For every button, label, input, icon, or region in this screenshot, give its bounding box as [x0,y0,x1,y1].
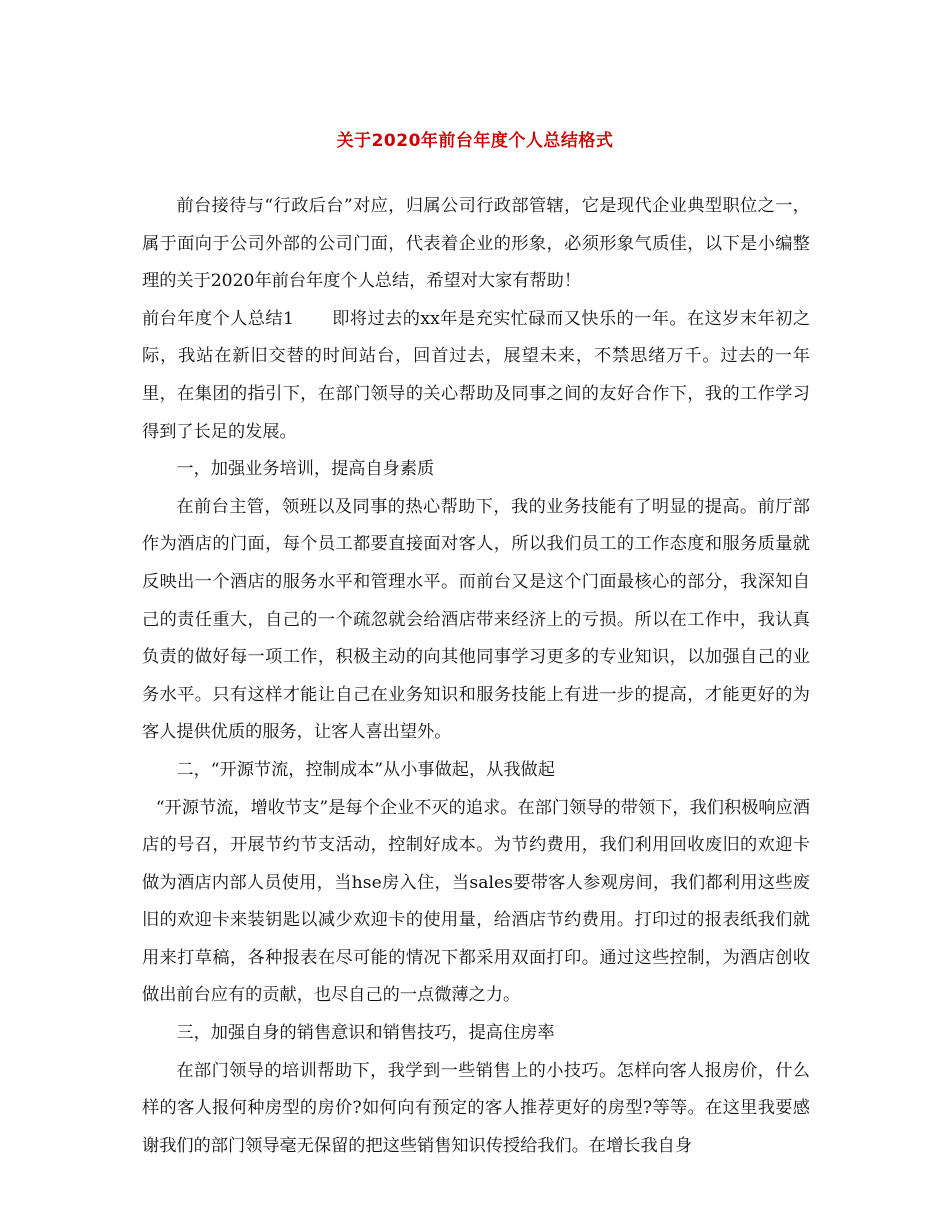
section-paragraph-3: 在部门领导的培训帮助下，我学到一些销售上的小技巧。怎样向客人报房价，什么样的客人报何种房型的房价?如何向有预定的客人推荐更好的房型?等等。在这里我要感谢我们的部门领导毫无保留的把这些销售知识传授给我们。在增长我自身 [142,1060,810,1156]
section-heading-2: 二，“开源节流，控制成本”从小事做起，从我做起 [176,759,555,780]
entry-label: 前台年度个人总结1 [142,308,294,329]
document-body [142,188,810,1165]
section-paragraph-2: “开源节流，增收节支”是每个企业不灭的追求。在部门领导的带领下，我们积极响应酒店的号召，开展节约节支活动，控制好成本。为节约费用，我们利用回收废旧的欢迎卡做为酒店内部人员使用，当hse房入住，当sales要带客人参观房间，我们都利用这些废旧的欢迎卡来装钥匙以减少欢迎卡的使用量，给酒店节约费用。打印过的报表纸我们就用来打草稿，各种报表在尽可能的情况下都采用双面打印。通过这些控制，为酒店创收做出前台应有的贡献，也尽自己的一点微薄之力。 [142,797,810,1006]
section-heading-3: 三，加强自身的销售意识和销售技巧，提高住房率 [176,1023,555,1044]
entry-text: 即将过去的xx年是充实忙碌而又快乐的一年。在这岁末年初之际，我站在新旧交替的时间站台，回首过去，展望未来，不禁思绪万千。过去的一年里，在集团的指引下，在部门领导的关心帮助及同事之间的友好合作下，我的工作学习得到了长足的发展。 [142,308,811,442]
intro-paragraph: 前台接待与“行政后台”对应，归属公司行政部管辖，它是现代企业典型职位之一，属于面向于公司外部的公司门面，代表着企业的形象，必须形象气质佳，以下是小编整理的关于2020年前台年度个人总结，希望对大家有帮助！ [142,196,810,292]
document-title: 关于2020年前台年度个人总结格式 [336,131,614,151]
section-heading-1: 一，加强业务培训，提高自身素质 [176,459,435,480]
section-paragraph-1: 在前台主管，领班以及同事的热心帮助下，我的业务技能有了明显的提高。前厅部作为酒店的门面，每个员工都要直接面对客人，所以我们员工的工作态度和服务质量就反映出一个酒店的服务水平和管理水平。而前台又是这个门面最核心的部分，我深知自己的责任重大，自己的一个疏忽就会给酒店带来经济上的亏损。所以在工作中，我认真负责的做好每一项工作，积极主动的向其他同事学习更多的专业知识，以加强自己的业务水平。只有这样才能让自己在业务知识和服务技能上有进一步的提高，才能更好的为客人提供优质的服务，让客人喜出望外。 [142,496,810,743]
entry-paragraph [142,301,810,451]
